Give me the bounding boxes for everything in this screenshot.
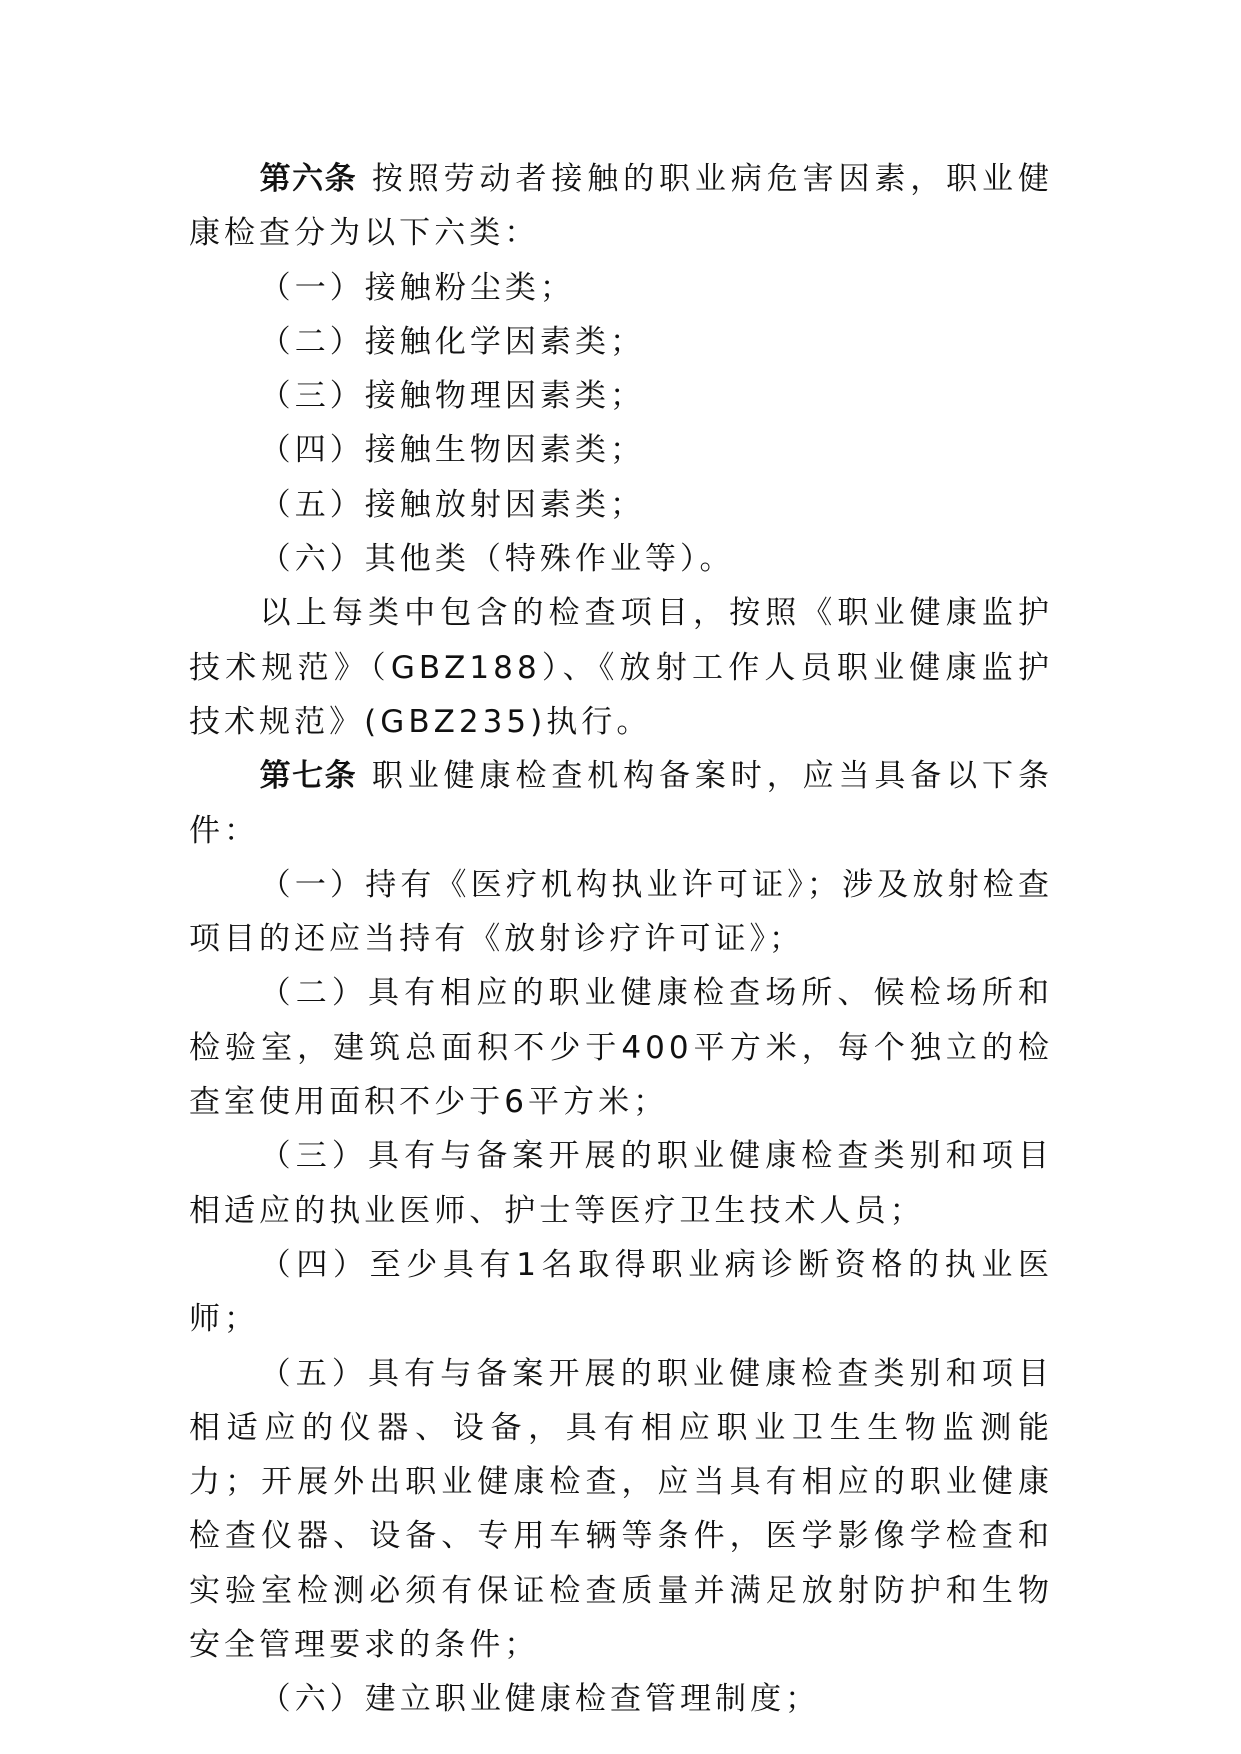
article-7-paragraph: [189, 749, 1053, 858]
list-item: （二）接触化学因素类；: [259, 323, 646, 360]
list-item: （三）具有与备案开展的职业健康检查类别和项目相适应的执业医师、护士等医疗卫生技术人员；: [189, 1138, 1053, 1229]
list-item: （二）具有相应的职业健康检查场所、候检场所和检验室，建筑总面积不少于400平方米，每个独立的检查室使用面积不少于6平方米；: [189, 975, 1053, 1121]
paragraph-text: 职业健康检查机构备案时，应当具备以下条件：: [189, 758, 1053, 849]
list-item: （五）接触放射因素类；: [259, 486, 646, 523]
article-number: 第七条: [259, 758, 358, 795]
list-item: （六）其他类（特殊作业等）。: [259, 541, 735, 578]
list-item: （四）接触生物因素类；: [259, 432, 646, 469]
list-item: （六）建立职业健康检查管理制度；: [259, 1681, 821, 1718]
list-item: （四）至少具有1名取得职业病诊断资格的执业医师；: [189, 1246, 1053, 1338]
list-item: （五）具有与备案开展的职业健康检查类别和项目相适应的仪器、设备，具有相应职业卫生生物监测能力；开展外出职业健康检查，应当具有相应的职业健康检查仪器、设备、专用车辆等条件，医学影像学检查和实验室检测必须有保证检查质量并满足放射防护和生物安全管理要求的条件；: [189, 1355, 1053, 1664]
list-item: （一）接触粉尘类；: [259, 269, 575, 306]
body-paragraph: 以上每类中包含的检查项目，按照《职业健康监护技术规范》（GBZ188）、《放射工作人员职业健康监护技术规范》(GBZ235)执行。: [189, 595, 1053, 740]
list-item: （三）接触物理因素类；: [259, 378, 646, 415]
document-body: [189, 152, 1053, 1727]
list-item: （一）持有《医疗机构执业许可证》；涉及放射检查项目的还应当持有《放射诊疗许可证》；: [189, 866, 1053, 958]
paragraph-text: 按照劳动者接触的职业病危害因素，职业健康检查分为以下六类：: [189, 161, 1053, 252]
article-6-paragraph: [189, 152, 1053, 261]
article-number: 第六条: [259, 161, 358, 197]
